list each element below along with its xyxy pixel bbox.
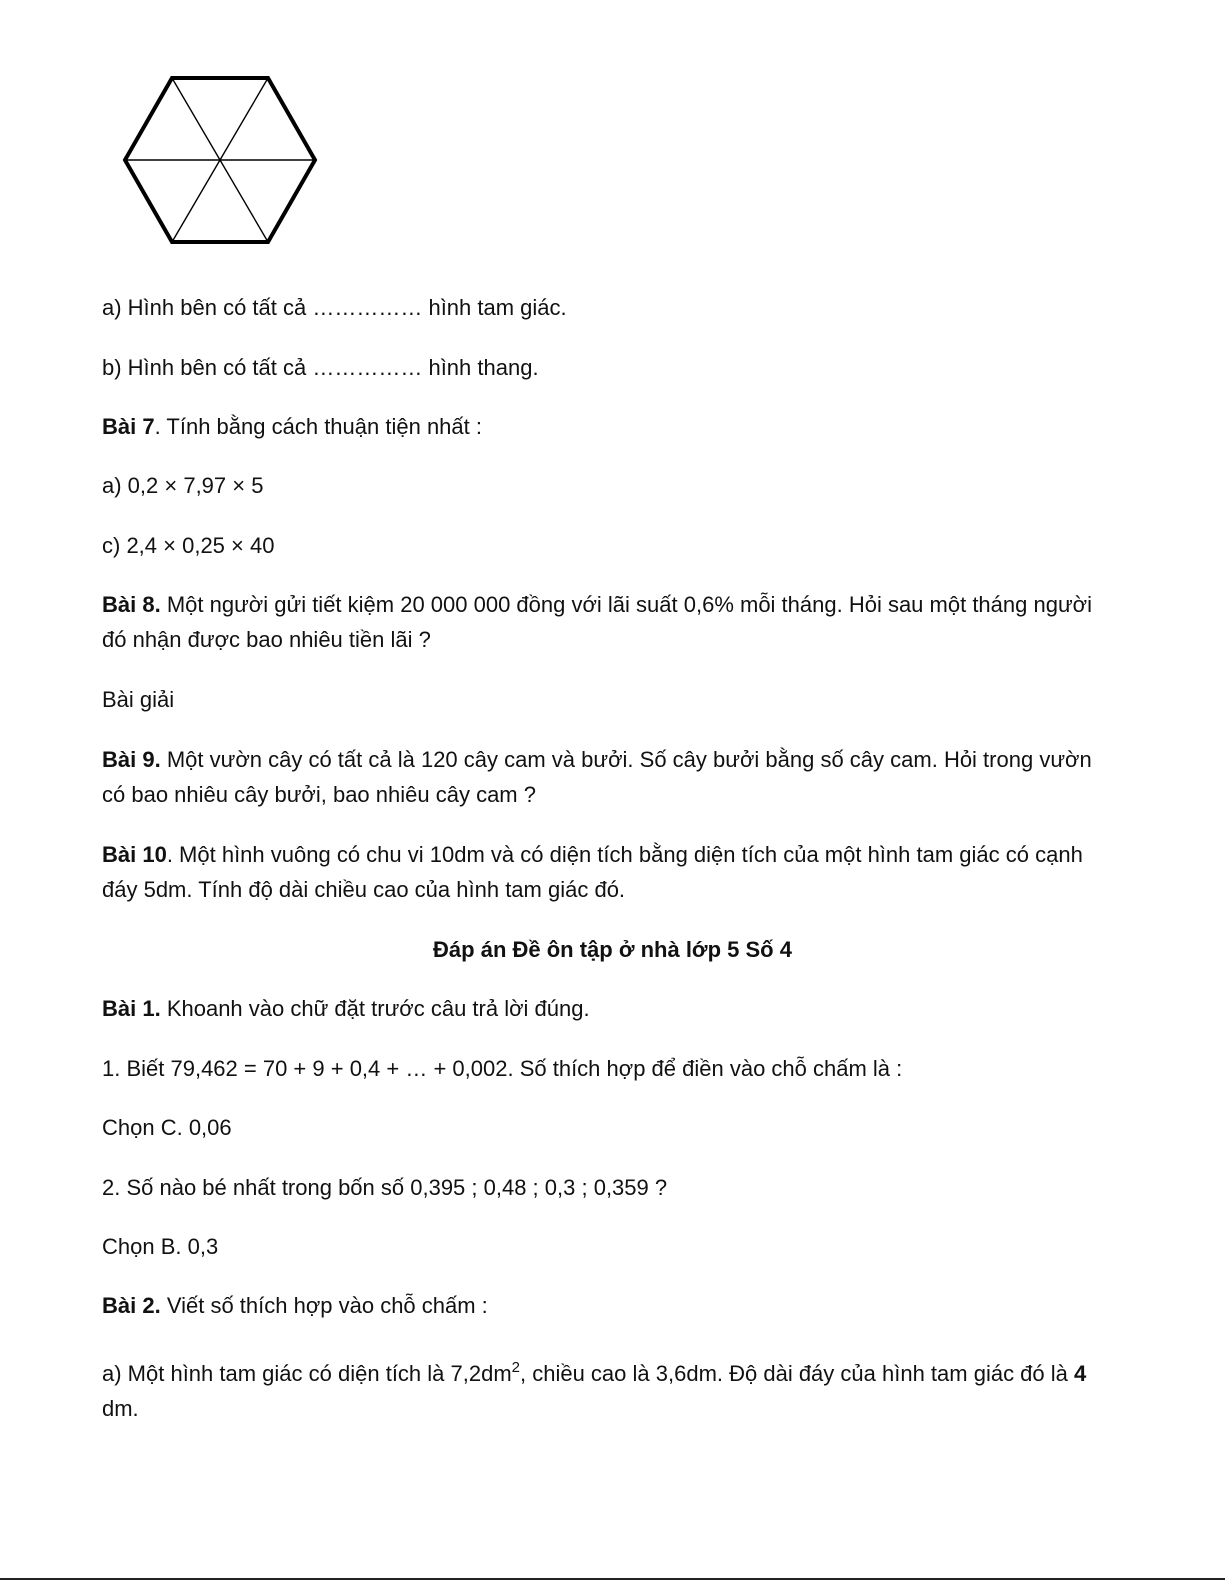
question-8: Bài 8. Một người gửi tiết kiệm 20 000 000 đồng với lãi suất 0,6% mỗi tháng. Hỏi sau một tháng người đó nhận được bao nhiêu tiền lãi ? <box>102 592 1092 652</box>
question-6b: b) Hình bên có tất cả …………… hình thang. <box>102 355 539 380</box>
question-6a: a) Hình bên có tất cả …………… hình tam giác. <box>102 295 567 320</box>
question-label: Bài 9. <box>102 747 161 772</box>
fill-blank-dots: …………… <box>312 295 423 320</box>
question-7c: c) 2,4 × 0,25 × 40 <box>102 533 275 558</box>
answer-2-heading: Bài 2. Viết số thích hợp vào chỗ chấm : <box>102 1293 488 1318</box>
regular-hexagon-divided-into-six-triangles-icon <box>125 78 315 242</box>
answer-1-heading: Bài 1. Khoanh vào chữ đặt trước câu trả lời đúng. <box>102 996 590 1021</box>
answers-heading: Đáp án Đề ôn tập ở nhà lớp 5 Số 4 <box>433 937 792 962</box>
answer-1-question-1: 1. Biết 79,462 = 70 + 9 + 0,4 + … + 0,002. Số thích hợp để điền vào chỗ chấm là : <box>102 1056 903 1081</box>
question-label: Bài 8. <box>102 592 161 617</box>
question-10: Bài 10. Một hình vuông có chu vi 10dm và có diện tích bằng diện tích của một hình tam giác có cạnh đáy 5dm. Tính độ dài chiều cao của hình tam giác đó. <box>102 842 1083 902</box>
answer-1-choice-2: Chọn B. 0,3 <box>102 1234 219 1259</box>
fill-blank-dots: …………… <box>312 355 423 380</box>
answer-1-choice-1: Chọn C. 0,06 <box>102 1115 232 1140</box>
question-label: Bài 2. <box>102 1293 161 1318</box>
question-9: Bài 9. Một vườn cây có tất cả là 120 cây cam và bưởi. Số cây bưởi bằng số cây cam. Hỏi trong vườn có bao nhiêu cây bưởi, bao nhiêu cây cam ? <box>102 747 1092 807</box>
superscript-exponent: 2 <box>511 1359 520 1376</box>
answer-2a: a) Một hình tam giác có diện tích là $7,2dm^2$, chiều cao là 3,6dm. Độ dài đáy của hình tam giác đó là 4 dm. <box>102 1359 1087 1421</box>
question-label: Bài 10 <box>102 842 167 867</box>
question-label: Bài 1. <box>102 996 161 1021</box>
hexagon-figure <box>118 70 320 250</box>
answer-value: 4 <box>1074 1361 1087 1386</box>
page-bottom-border <box>0 1578 1225 1580</box>
answer-1-question-2: 2. Số nào bé nhất trong bốn số 0,395 ; 0,48 ; 0,3 ; 0,359 ? <box>102 1175 668 1200</box>
question-label: Bài 7 <box>102 414 155 439</box>
question-7-heading: Bài 7. Tính bằng cách thuận tiện nhất : <box>102 414 482 439</box>
solution-label: Bài giải <box>102 687 175 712</box>
question-7a: a) 0,2 × 7,97 × 5 <box>102 473 264 498</box>
